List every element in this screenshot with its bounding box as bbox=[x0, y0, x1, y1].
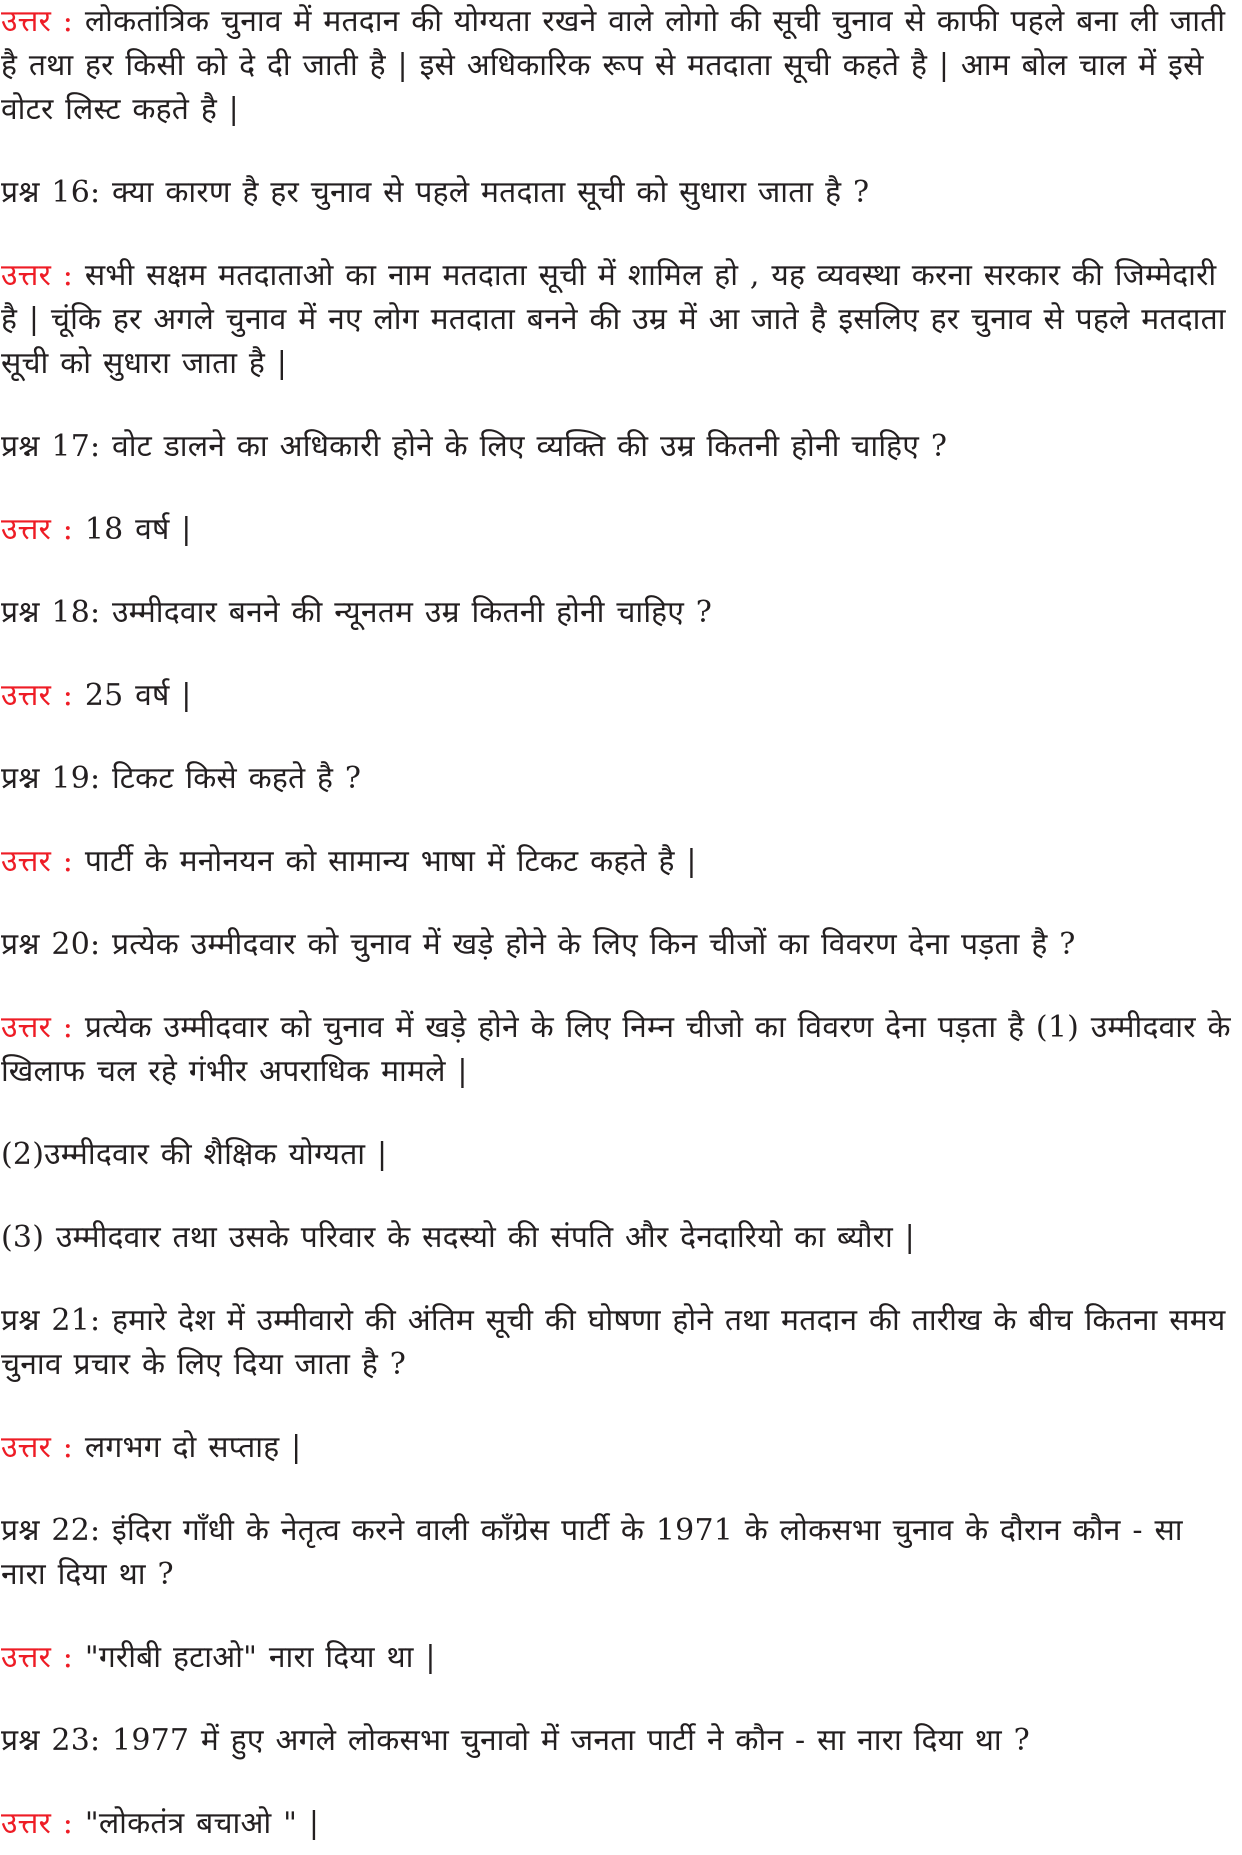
question-20: प्रश्न 20: प्रत्येक उम्मीदवार को चुनाव में खड़े होने के लिए किन चीजों का विवरण देना पड़ता है ? bbox=[1, 927, 1076, 962]
answer-19 bbox=[1, 840, 1232, 884]
question-19: प्रश्न 19: टिकट किसे कहते है ? bbox=[1, 761, 362, 796]
answer-label: उत्तर : bbox=[1, 844, 74, 879]
answer-21 bbox=[1, 1426, 1232, 1470]
answer-20-item-2: (2)उम्मीदवार की शैक्षिक योग्यता | bbox=[1, 1137, 388, 1172]
answer-text: 25 वर्ष | bbox=[73, 678, 192, 713]
answer-label: उत्तर : bbox=[1, 512, 74, 547]
answer-label: उत्तर : bbox=[1, 1430, 74, 1465]
answer-18 bbox=[1, 674, 1232, 718]
paragraph-gap bbox=[1, 1177, 1232, 1216]
answer-20 bbox=[1, 1006, 1232, 1094]
question-18: प्रश्न 18: उम्मीदवार बनने की न्यूनतम उम्र कितनी होनी चाहिए ? bbox=[1, 595, 713, 630]
paragraph-gap bbox=[1, 801, 1232, 840]
answer-label: उत्तर : bbox=[1, 1640, 74, 1675]
answer-label: उत्तर : bbox=[1, 1010, 74, 1045]
paragraph-gap bbox=[1, 386, 1232, 425]
paragraph-gap bbox=[1, 1680, 1232, 1719]
paragraph-gap bbox=[1, 718, 1232, 757]
paragraph-gap bbox=[1, 552, 1232, 591]
answer-label: उत्तर : bbox=[1, 678, 74, 713]
paragraph-gap bbox=[1, 1094, 1232, 1133]
answer-23 bbox=[1, 1802, 1232, 1846]
question-23: प्रश्न 23: 1977 में हुए अगले लोकसभा चुनावो में जनता पार्टी ने कौन - सा नारा दिया था ? bbox=[1, 1723, 1030, 1758]
answer-20-item-3: (3) उम्मीदवार तथा उसके परिवार के सदस्यो की संपति और देनदारियो का ब्यौरा | bbox=[1, 1220, 915, 1255]
answer-text: "लोकतंत्र बचाओ " | bbox=[73, 1806, 320, 1841]
answer-text: लगभग दो सप्ताह | bbox=[73, 1430, 302, 1465]
paragraph-gap bbox=[1, 132, 1232, 171]
answer-text: प्रत्येक उम्मीदवार को चुनाव में खड़े होने के लिए निम्न चीजो का विवरण देना पड़ता है (1) उम्मीदवार के खिलाफ चल रहे गंभीर अपराधिक मामले | bbox=[1, 1010, 1231, 1089]
question-22: प्रश्न 22: इंदिरा गाँधी के नेतृत्व करने वाली काँग्रेस पार्टी के 1971 के लोकसभा चुनाव के दौरान कौन - सा नारा दिया था ? bbox=[1, 1513, 1183, 1592]
paragraph-gap bbox=[1, 1763, 1232, 1802]
question-17: प्रश्न 17: वोट डालने का अधिकारी होने के लिए व्यक्ति की उम्र कितनी होनी चाहिए ? bbox=[1, 429, 948, 464]
paragraph-gap bbox=[1, 635, 1232, 674]
answer-label: उत्तर : bbox=[1, 4, 74, 39]
answer-17 bbox=[1, 508, 1232, 552]
paragraph-gap bbox=[1, 1597, 1232, 1636]
paragraph-gap bbox=[1, 967, 1232, 1006]
answer-label: उत्तर : bbox=[1, 1806, 74, 1841]
answer-text: सभी सक्षम मतदाताओ का नाम मतदाता सूची में शामिल हो , यह व्यवस्था करना सरकार की जिम्मेदारी है | चूंकि हर अगले चुनाव में नए लोग मतदाता बनने की उम्र में आ जाते है इसलिए हर चुनाव से पहले मतदाता सूची को सुधारा जाता है | bbox=[1, 258, 1226, 381]
answer-text: 18 वर्ष | bbox=[73, 512, 192, 547]
question-16: प्रश्न 16: क्या कारण है हर चुनाव से पहले मतदाता सूची को सुधारा जाता है ? bbox=[1, 175, 870, 210]
answer-text: पार्टी के मनोनयन को सामान्य भाषा में टिकट कहते है | bbox=[73, 844, 697, 879]
paragraph-gap bbox=[1, 1387, 1232, 1426]
answer-text: लोकतांत्रिक चुनाव में मतदान की योग्यता रखने वाले लोगो की सूची चुनाव से काफी पहले बना ली जाती है तथा हर किसी को दे दी जाती है | इसे अधिकारिक रूप से मतदाता सूची कहते है | आम बोल चाल में इसे वोटर लिस्ट कहते है | bbox=[1, 4, 1226, 127]
answer-15 bbox=[1, 0, 1232, 132]
answer-label: उत्तर : bbox=[1, 258, 74, 293]
answer-text: "गरीबी हटाओ" नारा दिया था | bbox=[73, 1640, 436, 1675]
answer-22 bbox=[1, 1636, 1232, 1680]
paragraph-gap bbox=[1, 1260, 1232, 1299]
answer-16 bbox=[1, 254, 1232, 386]
paragraph-gap bbox=[1, 469, 1232, 508]
paragraph-gap bbox=[1, 215, 1232, 254]
paragraph-gap bbox=[1, 1470, 1232, 1509]
paragraph-gap bbox=[1, 884, 1232, 923]
question-21: प्रश्न 21: हमारे देश में उम्मीवारो की अंतिम सूची की घोषणा होने तथा मतदान की तारीख के बीच कितना समय चुनाव प्रचार के लिए दिया जाता है ? bbox=[1, 1303, 1226, 1382]
